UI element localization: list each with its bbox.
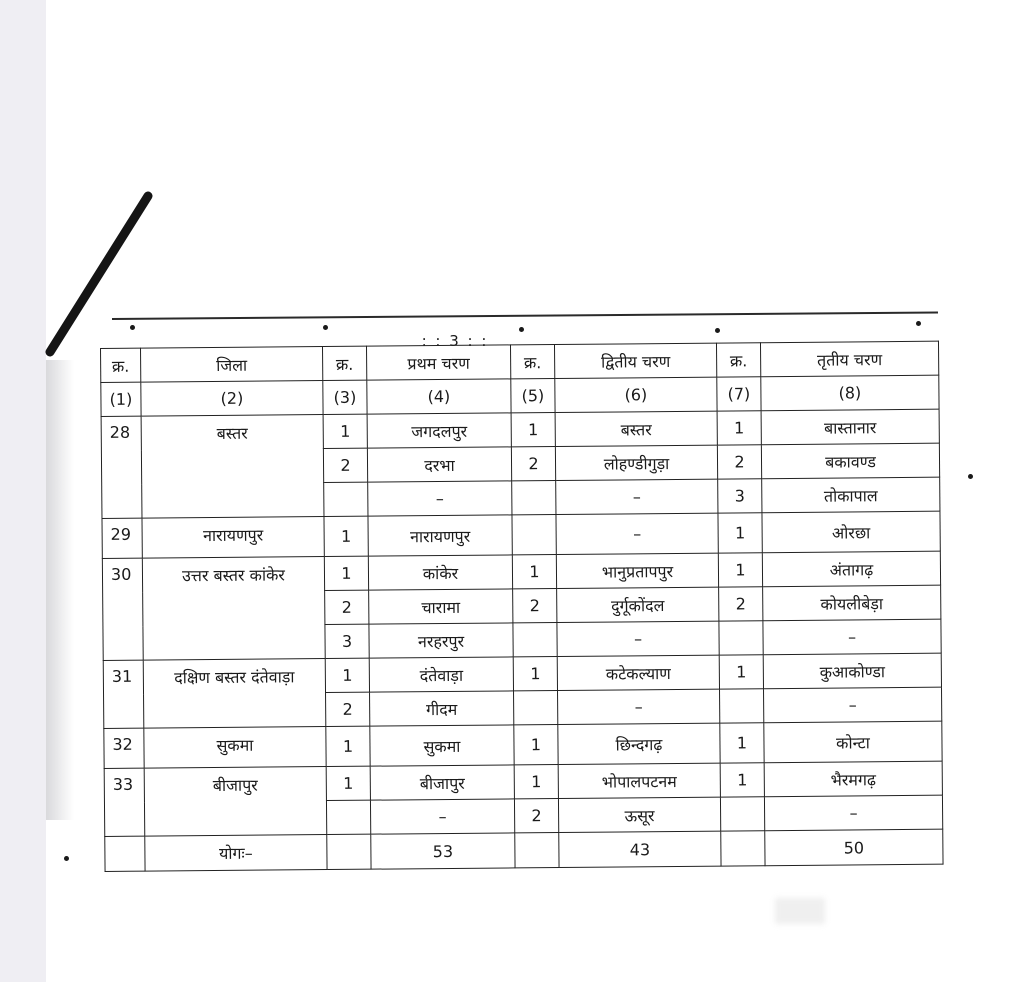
cell [513, 623, 557, 657]
cell: – [556, 513, 718, 554]
district-name: दक्षिण बस्तर दंतेवाड़ा [143, 659, 326, 729]
header-cell: द्वितीय चरण [554, 343, 716, 378]
cell: 3 [718, 479, 762, 513]
column-number-cell: (1) [101, 382, 141, 416]
speck [916, 321, 921, 326]
cell: 1 [325, 658, 369, 692]
speck [519, 327, 524, 332]
column-number-cell: (4) [367, 379, 511, 414]
cell: गीदम [370, 691, 514, 726]
cell: कांकेर [368, 555, 512, 590]
cell [515, 833, 559, 868]
column-number-cell: (7) [717, 377, 761, 411]
cell: 1 [326, 726, 370, 766]
cell: दंतेवाड़ा [369, 657, 513, 692]
page-number: : : 3 : : [421, 332, 489, 350]
cell: – [558, 689, 720, 724]
cell: कटेकल्याण [557, 655, 719, 690]
cell: लोहण्डीगुड़ा [555, 445, 717, 480]
header-cell: क्र. [510, 345, 554, 379]
column-number-cell: (3) [323, 380, 367, 414]
cell [514, 691, 558, 725]
pen-stroke-mark [40, 190, 160, 360]
block-phase-table [100, 341, 944, 872]
cell: जगदलपुर [367, 413, 511, 448]
cell: 1 [718, 553, 762, 587]
cell [105, 836, 145, 871]
cell: – [370, 799, 514, 834]
total-label: योगः– [145, 835, 327, 872]
cell: चारामा [369, 589, 513, 624]
cell: तोकापाल [762, 477, 940, 513]
cell: 2 [513, 589, 557, 623]
cell: 1 [326, 766, 370, 800]
cell [721, 831, 765, 866]
speck [323, 325, 328, 330]
header-rule [112, 312, 938, 320]
cell: बास्तानार [761, 409, 939, 445]
cell: 2 [719, 587, 763, 621]
header-cell: क्र. [322, 346, 366, 380]
total-row [105, 829, 943, 871]
cell: 1 [718, 513, 762, 553]
cell: 2 [717, 445, 761, 479]
cell: 2 [325, 590, 369, 624]
district-serial: 30 [102, 558, 143, 660]
cell: 2 [323, 448, 367, 482]
cell: 1 [513, 657, 557, 691]
cell: दरभा [367, 447, 511, 482]
district-name: उत्तर बस्तर कांकेर [142, 557, 325, 661]
header-cell: क्र. [716, 343, 760, 377]
cell: 1 [511, 413, 555, 447]
cell: 1 [720, 763, 764, 797]
total-phase3: 50 [765, 829, 943, 866]
cell: भैरमगढ़ [764, 761, 942, 797]
cell: 1 [514, 725, 558, 765]
speck [64, 856, 69, 861]
cell: – [368, 481, 512, 516]
total-phase1: 53 [371, 833, 515, 869]
speck [968, 474, 973, 479]
cell: अंतागढ़ [762, 551, 940, 587]
cell [327, 834, 371, 869]
district-serial: 32 [104, 728, 144, 768]
cell: छिन्दगढ़ [558, 723, 720, 764]
cell: बीजापुर [370, 765, 514, 800]
speck [130, 325, 135, 330]
total-phase2: 43 [559, 831, 721, 867]
column-number-cell: (2) [141, 381, 323, 417]
cell: भानुप्रतापपुर [556, 553, 718, 588]
cell [720, 689, 764, 723]
district-name: बस्तर [141, 415, 324, 519]
header-cell: क्र. [101, 348, 141, 382]
cell: नारायणपुर [368, 515, 512, 556]
cell [720, 797, 764, 831]
cell: 1 [324, 516, 368, 556]
district-serial: 29 [102, 518, 142, 558]
cell: ओरछा [762, 511, 940, 553]
district-name: बीजापुर [144, 767, 327, 837]
header-cell: प्रथम चरण [366, 345, 510, 380]
cell: नरहरपुर [369, 623, 513, 658]
cell: सुकमा [370, 725, 514, 766]
cell: 1 [717, 411, 761, 445]
cell: बस्तर [555, 411, 717, 446]
cell [324, 482, 368, 516]
cell: दुर्गूकोंदल [557, 587, 719, 622]
cell: ऊसूर [558, 797, 720, 832]
cell [719, 621, 763, 655]
cell: – [763, 619, 941, 655]
cell: 1 [323, 414, 367, 448]
cell: 2 [514, 799, 558, 833]
column-number-cell: (6) [555, 377, 717, 412]
header-cell: तृतीय चरण [760, 341, 938, 377]
cell [326, 800, 370, 834]
cell: – [556, 479, 718, 514]
district-serial: 31 [103, 660, 144, 728]
cell: 1 [324, 556, 368, 590]
column-number-cell: (8) [761, 375, 939, 411]
background-strip [0, 0, 46, 982]
cell: – [764, 795, 942, 831]
cell [512, 515, 556, 555]
cell: 1 [512, 555, 556, 589]
cell: कोयलीबेड़ा [763, 585, 941, 621]
smudge [775, 898, 825, 924]
cell [512, 481, 556, 515]
cell: 3 [325, 624, 369, 658]
cell: बकावण्ड [761, 443, 939, 479]
cell: 1 [719, 655, 763, 689]
district-name: सुकमा [144, 727, 326, 769]
cell: 1 [514, 765, 558, 799]
header-cell: जिला [141, 347, 323, 383]
cell: – [763, 687, 941, 723]
cell: 1 [720, 723, 764, 763]
column-number-cell: (5) [511, 379, 555, 413]
cell: – [557, 621, 719, 656]
cell: 2 [511, 447, 555, 481]
district-name: नारायणपुर [142, 517, 324, 559]
cell: कुआकोण्डा [763, 653, 941, 689]
paper-shadow [46, 360, 74, 820]
block-phase-table-container [100, 341, 943, 872]
district-serial: 28 [101, 416, 142, 518]
cell: 2 [326, 692, 370, 726]
speck [715, 328, 720, 333]
district-serial: 33 [104, 768, 145, 836]
cell: भोपालपटनम [558, 763, 720, 798]
cell: कोन्टा [764, 721, 942, 763]
